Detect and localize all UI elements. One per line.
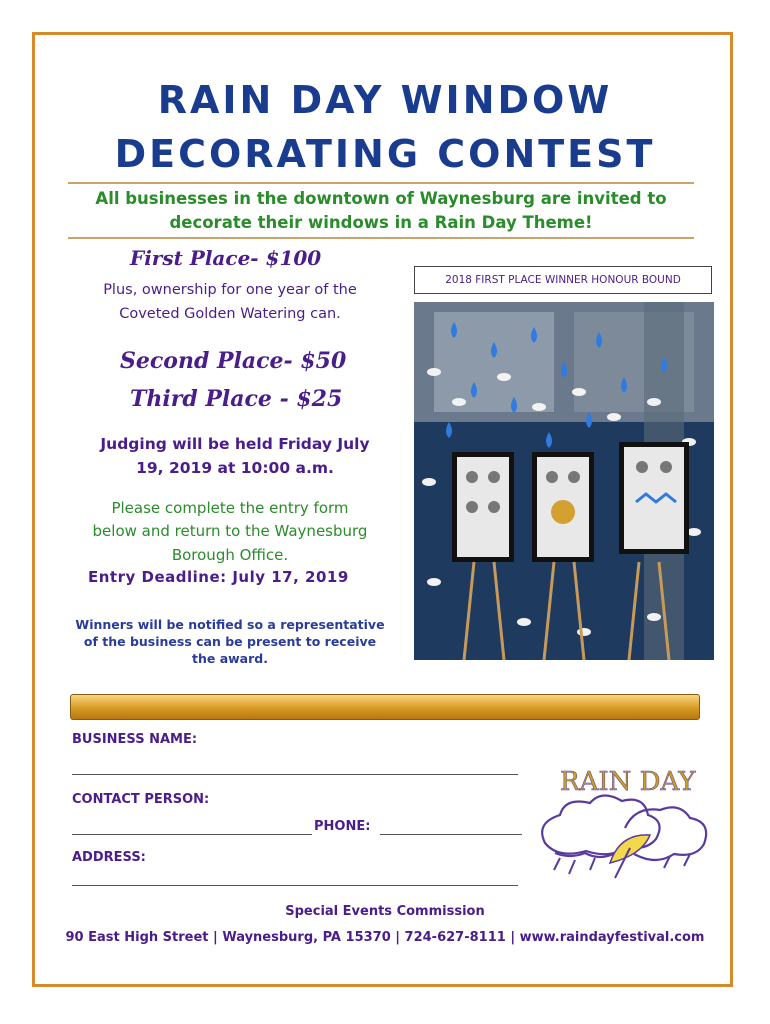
first-place-prize: First Place- $100 <box>130 246 322 270</box>
entry-line-2: below and return to the Waynesburg <box>92 522 368 540</box>
judging-line-2: 19, 2019 at 10:00 a.m. <box>136 459 334 477</box>
intro-line-1: All businesses in the downtown of Waynesburg are invited to <box>95 189 667 208</box>
second-place-prize: Second Place- $50 <box>120 348 347 374</box>
third-place-prize: Third Place - $25 <box>130 386 343 412</box>
rain-day-logo <box>530 758 720 888</box>
winning-window-photo <box>414 302 714 660</box>
svg-text:RAIN DAY: RAIN DAY <box>560 767 696 797</box>
photo-caption: 2018 FIRST PLACE WINNER HONOUR BOUND <box>414 266 712 294</box>
footer-organization: Special Events Commission <box>285 904 485 919</box>
entry-line-1: Please complete the entry form <box>111 499 349 517</box>
phone-label: PHONE: <box>314 819 371 834</box>
intro-line-2: decorate their windows in a Rain Day Theme! <box>169 213 593 232</box>
entry-deadline: Entry Deadline: July 17, 2019 <box>88 568 349 586</box>
business-name-label: BUSINESS NAME: <box>72 732 198 747</box>
footer-address: 90 East High Street | Waynesburg, PA 15370 | 724-627-8111 | www.raindayfestival.com <box>65 930 705 945</box>
title-line-2: DECORATING CONTEST <box>114 132 656 176</box>
notify-line-1: Winners will be notified so a representative <box>75 617 385 632</box>
phone-field[interactable] <box>380 834 522 835</box>
first-place-detail-2: Coveted Golden Watering can. <box>119 306 341 322</box>
address-label: ADDRESS: <box>72 850 146 865</box>
form-divider-bar <box>70 694 700 720</box>
contact-person-label: CONTACT PERSON: <box>72 792 210 807</box>
title-line-1: RAIN DAY WINDOW <box>157 78 613 122</box>
notify-line-3: the award. <box>192 651 268 666</box>
entry-line-3: Borough Office. <box>171 546 289 564</box>
address-field[interactable] <box>72 885 518 886</box>
business-name-field[interactable] <box>72 774 518 775</box>
divider-bottom <box>68 237 694 239</box>
contact-person-field[interactable] <box>72 834 312 835</box>
divider-top <box>68 182 694 184</box>
first-place-detail-1: Plus, ownership for one year of the <box>103 282 357 298</box>
notify-line-2: of the business can be present to receive <box>83 634 377 649</box>
judging-line-1: Judging will be held Friday July <box>100 435 370 453</box>
